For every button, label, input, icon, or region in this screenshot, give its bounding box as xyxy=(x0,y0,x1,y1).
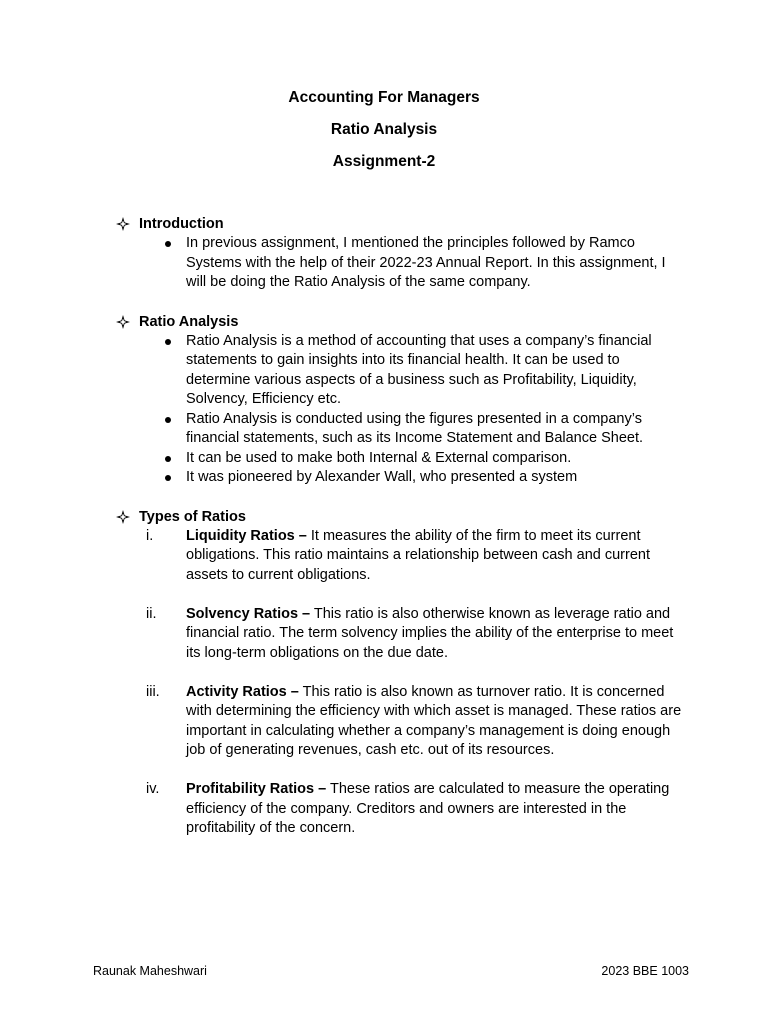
list-number: ii. xyxy=(146,605,157,622)
bullet-dot-icon xyxy=(165,475,171,481)
introduction-heading: Introduction xyxy=(139,216,224,232)
ratio-term: Profitability Ratios – xyxy=(186,781,327,797)
section-heading xyxy=(116,214,686,234)
section-types-of-ratios xyxy=(116,507,686,839)
list-item xyxy=(146,527,686,586)
ratio-description: It measures the ability of the firm to meet its current obligations. This ratio maintains a relationship between cash and current assets to current obligations. xyxy=(186,527,650,583)
ratio-term: Liquidity Ratios – xyxy=(186,527,307,544)
diamond-bullet-icon xyxy=(116,510,130,524)
types-of-ratios-list xyxy=(116,527,686,839)
bullet-dot-icon xyxy=(165,339,171,345)
list-item xyxy=(146,780,686,839)
ratio-description: These ratios are calculated to measure the operating efficiency of the company. Creditors and owners are interested in the profitability of the concern. xyxy=(186,781,670,836)
list-item xyxy=(186,332,686,410)
title-block xyxy=(0,88,768,184)
list-item-text: Ratio Analysis is conducted using the figures presented in a company’s financial statements, such as its Income Statement and Balance Sheet. xyxy=(186,410,644,446)
list-item-text: It was pioneered by Alexander Wall, who presented a system xyxy=(186,469,578,485)
list-item xyxy=(186,449,686,469)
ratio-description: This ratio is also otherwise known as leverage ratio and financial ratio. The term solvency implies the ability of the enterprise to meet its long-term obligations on the due date. xyxy=(186,605,674,661)
types-of-ratios-heading: Types of Ratios xyxy=(139,508,246,525)
ratio-term: Solvency Ratios – xyxy=(186,605,311,622)
list-item xyxy=(186,468,686,488)
bullet-dot-icon xyxy=(165,241,171,247)
list-item xyxy=(146,605,686,664)
ratio-description: This ratio is also known as turnover ratio. It is concerned with determining the efficiency with which asset is managed. These ratios are important in calculating whether a company’s management is doing enough job of generating revenues, cash etc. out of its resources. xyxy=(186,683,682,758)
section-introduction xyxy=(116,214,686,293)
bullet-dot-icon xyxy=(165,456,171,462)
topic-title: Ratio Analysis xyxy=(330,121,438,138)
section-heading xyxy=(116,507,686,527)
assignment-title: Assignment-2 xyxy=(332,153,436,170)
list-item-text: In previous assignment, I mentioned the principles followed by Ramco Systems with the help of their 2022-23 Annual Report. In this assignment, I will be doing the Ratio Analysis of the same company. xyxy=(186,235,666,290)
list-item xyxy=(146,683,686,761)
footer-roll-number: 2023 BBE 1003 xyxy=(601,964,689,978)
section-heading xyxy=(116,312,686,332)
ratio-analysis-heading: Ratio Analysis xyxy=(139,313,239,330)
course-title: Accounting For Managers xyxy=(288,89,480,106)
section-ratio-analysis xyxy=(116,312,686,488)
document-body xyxy=(116,214,686,858)
list-item-text: It can be used to make both Internal & External comparison. xyxy=(186,449,572,466)
list-item-text: Ratio Analysis is a method of accounting that uses a company’s financial statements to gain insights into its financial health. It can be used to determine various aspects of a business such as Profitability, Liquidity, Solvency, Efficiency etc. xyxy=(186,332,652,407)
list-item xyxy=(186,410,686,449)
list-item xyxy=(186,234,686,293)
list-number: iv. xyxy=(146,781,160,797)
bullet-dot-icon xyxy=(165,417,171,423)
ratio-term: Activity Ratios – xyxy=(186,683,299,700)
diamond-bullet-icon xyxy=(116,217,130,231)
list-number: i. xyxy=(146,527,154,544)
ratio-analysis-bullets xyxy=(116,332,686,488)
footer-author: Raunak Maheshwari xyxy=(93,964,207,978)
list-number: iii. xyxy=(146,683,160,700)
diamond-bullet-icon xyxy=(116,315,130,329)
page-footer xyxy=(93,963,689,979)
introduction-bullets xyxy=(116,234,686,293)
